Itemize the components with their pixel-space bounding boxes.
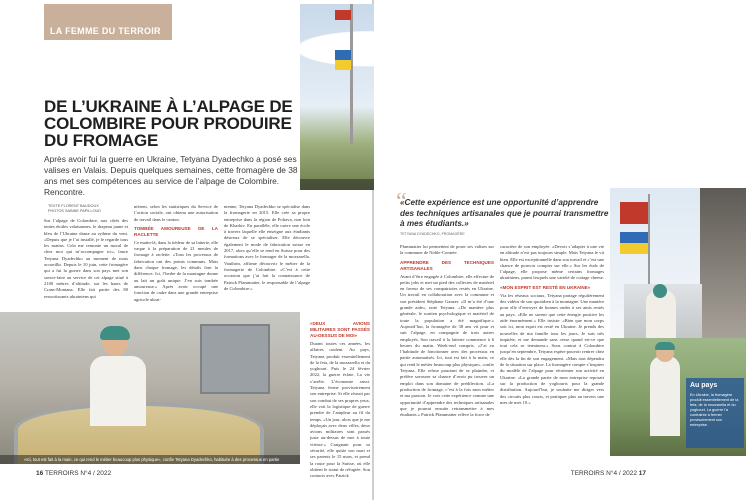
paragraph: Pfammatter lui permettent de poser ses valises sur la commune de Noble-Contrée.	[400, 244, 494, 256]
ukraine-flag-blue	[620, 232, 648, 243]
au-pays-box	[686, 378, 744, 448]
issue-number: N°4 / 2022	[606, 470, 637, 477]
bottom-photo-caption: «Ici, tout est fait à la main, ce qui rend le métier beaucoup plus physique», confie Tetyana Dyadechko, habituée à des processus en partie automatisés.	[0, 455, 300, 464]
chalet-interior-photo	[700, 188, 746, 338]
right-page-footer	[571, 470, 646, 477]
paragraph: caractère de son employée. «Devoir s’adapter à une vie en altitude n’est pas toujours simple. Mais Tetyana le vit bien. Elle est exceptionnelle dans son travail et c’est une chance de pouvoir compter sur elle.» Sur les étals de l’alpage, elle propose même certains fromages ukrainiens, parmi lesquels une variété de cottage cheese.	[500, 244, 604, 281]
text-column-3	[224, 204, 310, 292]
paragraph: Sur l’alpage de Colombire, aux côtés des tentes étoiles valaisannes, le drapeau jaune et bleu de l’Ukraine danse au rythme du vent. «Depuis que je l’ai installé, je le regarde tous les matins. Cela me remonte un moral de chez moi qui m’accompagne ici», lance Tetyana Dyadechko au moment de nous accueillir. Depuis le 10 juin, cette fromagère qui a fui la guerre dans son pays met son savoir-faire au service de cet alpage situé à 2100 mètres d’altitude, sur les hauts de Crans-Montana. Elle fait partie des 80 ressortissants ukrainiens qui	[44, 218, 128, 299]
photo-credit: PHOTOS SABINE PAPILLOUD	[48, 209, 102, 213]
paragraph: Durant toutes ces années, les affaires roulent. Au pays, Tetyana produit essentiellement de la feta, de la mozzarella et du yoghourt. Puis le 24 février 2022, la guerre éclate. La vie s’arrête. L’économie aussi. Tetyana ferme provisoirement son entreprise. Si elle réussit par son combat de ses propres yeux, elle voit la logistique de guerre prendre de l’ampleur au fil du temps. «Un jour, alors que je me déplaçais avec deux villes, deux avions militaires sont passés juste au-dessus de moi à toute vitesse.» Craignant pour sa sécurité, elle quitte son mari et ses parents le 15 mars, et prend la route pour la Suisse, où elle obtient le statut de réfugiée. Son contacts avec Patrick	[310, 341, 370, 479]
dairy-machine	[200, 324, 270, 394]
pull-quote: «Cette expérience est une opportunité d’apprendre des techniques artisanales que je pourrai transmettre à mes étudiants.»	[400, 198, 609, 228]
text-column-4	[310, 318, 370, 480]
left-page-footer	[36, 470, 111, 477]
au-pays-text: En Ukraine, la fromagère produit essentiellement de la feta, de la mozzarella et du yoghourt. La guerre l’a contrainte à fermer provisoirement son entreprise.	[690, 393, 739, 427]
subheading: APPRENDRE DES TECHNIQUES ARTISANALES	[400, 259, 494, 271]
figure-body	[650, 356, 680, 436]
text-column-2	[134, 204, 218, 303]
paragraph: Avant d’être engagée à Colombire, elle effectue de petits jobs et met un pied des collectes de matériel en faveur de ses compatriotes restés en Ukraine. Un travail en collaboration avec la commune et son président Stéphane Ganzer. «Il m’a été d’une grande aide», note Tetyana. «De manière plus générale, le soutien psychologique et matériel de toute la population a été magnifique.» Aujourd’hui, la fromagère de 38 ans vit pour et suit l’alpage, en compagnie de trois autres employés. Son travail à la laiterie commence à 6 heures du matin. Week-end compris. «J’ai eu l’habitude de fonctionner avec des processus en partie automatisés. Ici, tout est fait à la main, ce qui rend le métier beaucoup plus physique», confie Tetyana. Elle refuse pourtant de se plaindre, et préfère savourer sa chance d’avoir pu trouver un emploi dans son domaine de prédilection. «La production de fromage, c’est à la fois mon métier et ma passion. Je vois cette expérience comme une opportunité d’apprendre des techniques artisanales que je pourrai ensuite retransmettre à mes étudiants.» Patrick Pfammatter relève la force de	[400, 273, 494, 418]
page-number: 17	[638, 470, 646, 477]
rubric-label: LA FEMME DU TERROIR	[50, 26, 161, 36]
text-column-1	[44, 218, 128, 300]
cheesemaker-figure	[86, 322, 156, 422]
text-column-6	[500, 244, 604, 406]
article-credits	[48, 204, 108, 214]
subheading: TOMBÉE AMOUREUSE DE LA RACLETTE	[134, 225, 218, 237]
page-number: 16	[36, 470, 44, 477]
figure-headscarf	[655, 342, 675, 350]
flag-pole	[350, 4, 353, 144]
article-intro: Après avoir fui la guerre en Ukraine, Tetyana Dyadechko a posé ses valises en Valais. Depuis quelques semaines, cette fromagère de 38 ans met ses compétences au service de l’alpage de Colombire. Rencontre.	[44, 154, 298, 197]
cheesemaker-small-photo	[624, 284, 702, 338]
subheading: «MON ESPRIT EST RESTÉ EN UKRAINE»	[500, 284, 591, 290]
magazine-name: TERROIRS	[570, 470, 605, 477]
ukraine-flag-yellow	[620, 243, 648, 254]
valais-flag	[335, 10, 351, 20]
figure-headscarf	[653, 284, 667, 298]
quote-mark-icon: “	[396, 189, 407, 215]
subheading: «DEUX AVIONS MILITAIRES SONT PASSÉS AU-DESSUS DE MOI»	[310, 321, 370, 338]
section-rubric	[44, 4, 172, 40]
paragraph: Ce matin-là, dans la tiédeur de sa laiterie, elle vaque à la préparation de 21 meules de fromage à raclette. «Tous les processus de fabrication ont des points communs. Mais dans chaque fromage, les détails font la différence. Ici, l’herbe de la montagne donne au lait un goût unique. J’en suis tombée amoureuse.» Après avoir occupé une fonction de cadre dans une grande entreprise agricole ukrai-	[134, 239, 218, 302]
magazine-name: TERROIRS	[44, 470, 79, 477]
au-pays-title: Au pays	[690, 382, 718, 389]
pull-quote-credit: TETYANA DYADECHKO, FROMAGÈRE	[400, 232, 465, 236]
paragraph: nienne, Tetyana Dyadechko se spécialise dans la fromagerie en 2015. Elle crée sa propre entreprise dans la région de Poltava, non loin de Kharkiv. En parallèle, elle ouvre une école à travers laquelle elle enseigne aux étudiants désireux de se spécialiser. Elle découvre également le mode de fabrication suisse en 2017, alors qu’elle se rend en Suisse pour des formations avec le fromager de la mozzarella. Vauthrin, affirme découvrir le métier de la fromagerie de Colombire. «C’est à cette occasion que j’ai fait la connaissance de Patrick Pfammatter, le responsable de l’alpage de Colombire.»	[224, 204, 310, 291]
cheese-making-photo	[0, 312, 300, 464]
text-column-5	[400, 244, 494, 418]
valais-flag	[620, 202, 648, 224]
article-headline: DE L’UKRAINE À L’ALPAGE DE COLOMBIRE POUR PRODUIRE DU FROMAGE	[44, 97, 293, 150]
issue-number: N°4 / 2022	[80, 470, 112, 477]
paragraph: nièrent, selon les statistiques du Service de l’action sociale, ont obtenu une autorisation de travail dans le canton.	[134, 204, 218, 222]
ukraine-flag-blue	[335, 50, 351, 60]
figure-body	[90, 356, 146, 426]
ukraine-flag-yellow	[335, 60, 351, 70]
figure-headscarf	[100, 326, 130, 340]
text-credit: TEXTE FLORENT BAUDOUX	[48, 204, 99, 208]
paragraph: Via les réseaux sociaux, Tetyana partage régulièrement des vidéos de son quotidien à la montagne. Une manière pour elle d’envoyer de bonnes ondes à ses amis restés au pays. «Elle ne savent que cette énergie positive les aide énormément.» Elle insiste: «Bien que mon corps soit ici, mon esprit est resté en Ukraine. Je prends des nouvelles de ma famille tous les jours. Je suis très inquiète, et me demande sans cesse quand est-ce que tout cela se terminera.» Sous contrat à Colombire jusqu’en septembre, Tetyana espère pouvoir rentrer chez elle dès la fin de son engagement. «Mais tout dépendra de la situation sur place. La fromagère compte s’inspirer du modèle de l’alpage pour réorienter son activité en Ukraine. «La grande partie de mon entreprise reposait sur la production de yoghourts pour la grande distribution. Aujourd’hui, je souhaite me diriger vers des circuits plus courts, et pratiquer plus au travers une mes de mes 10.»	[500, 292, 604, 405]
